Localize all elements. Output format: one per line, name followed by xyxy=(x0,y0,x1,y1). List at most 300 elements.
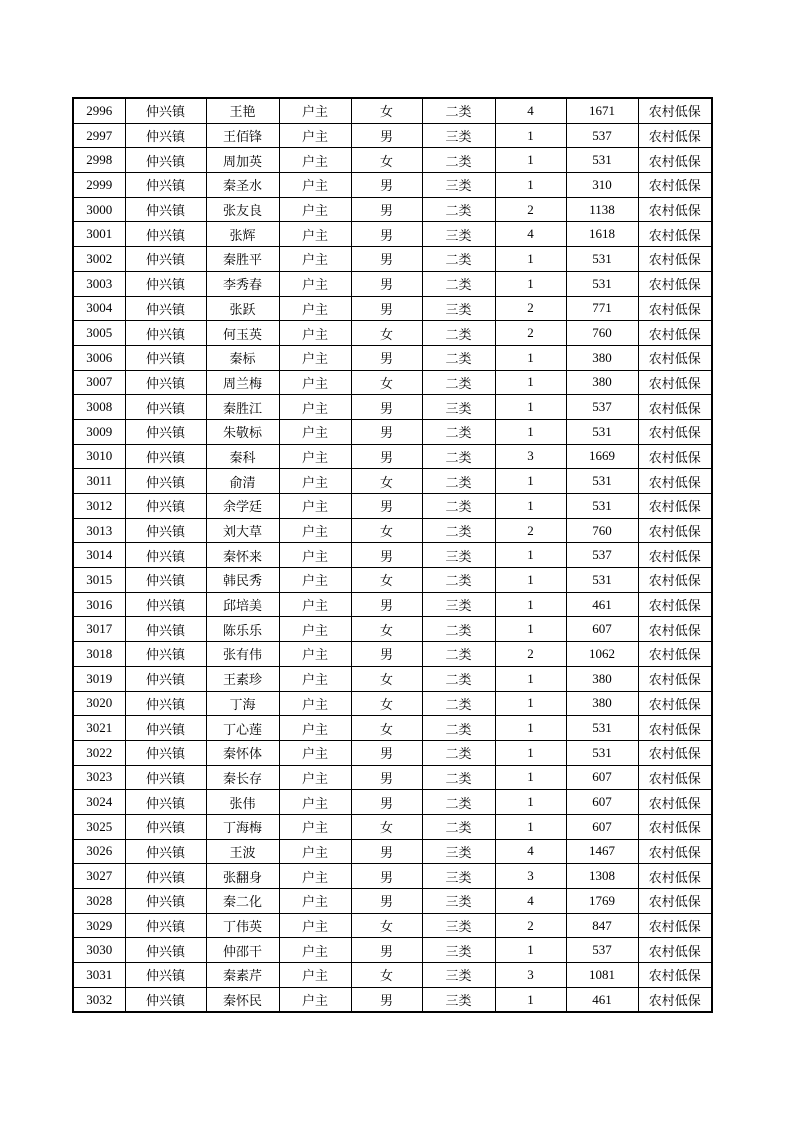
row-number-cell: 3015 xyxy=(73,568,125,593)
category-cell: 二类 xyxy=(422,271,495,296)
name-cell: 张友良 xyxy=(206,197,279,222)
gender-cell: 女 xyxy=(351,666,422,691)
gender-cell: 男 xyxy=(351,247,422,272)
row-number-cell: 3023 xyxy=(73,765,125,790)
amount-cell: 1669 xyxy=(566,444,638,469)
table-row xyxy=(73,197,712,222)
table-row xyxy=(73,321,712,346)
table-row xyxy=(73,148,712,173)
table-row xyxy=(73,518,712,543)
gender-cell: 男 xyxy=(351,642,422,667)
relation-cell: 户主 xyxy=(279,444,351,469)
category-cell: 二类 xyxy=(422,716,495,741)
category-cell: 三类 xyxy=(422,913,495,938)
town-cell: 仲兴镇 xyxy=(125,247,206,272)
category-cell: 三类 xyxy=(422,963,495,988)
row-number-cell: 3013 xyxy=(73,518,125,543)
relation-cell: 户主 xyxy=(279,271,351,296)
program-cell: 农村低保 xyxy=(638,173,712,198)
table-row xyxy=(73,543,712,568)
town-cell: 仲兴镇 xyxy=(125,494,206,519)
name-cell: 丁海梅 xyxy=(206,814,279,839)
household-size-cell: 1 xyxy=(495,617,566,642)
table-row xyxy=(73,617,712,642)
name-cell: 邱培美 xyxy=(206,592,279,617)
program-cell: 农村低保 xyxy=(638,839,712,864)
amount-cell: 531 xyxy=(566,568,638,593)
name-cell: 余学廷 xyxy=(206,494,279,519)
category-cell: 三类 xyxy=(422,987,495,1012)
row-number-cell: 3004 xyxy=(73,296,125,321)
amount-cell: 380 xyxy=(566,691,638,716)
household-size-cell: 3 xyxy=(495,963,566,988)
table-row xyxy=(73,691,712,716)
town-cell: 仲兴镇 xyxy=(125,222,206,247)
name-cell: 王波 xyxy=(206,839,279,864)
gender-cell: 女 xyxy=(351,716,422,741)
amount-cell: 380 xyxy=(566,666,638,691)
household-size-cell: 3 xyxy=(495,864,566,889)
name-cell: 周兰梅 xyxy=(206,370,279,395)
town-cell: 仲兴镇 xyxy=(125,419,206,444)
relation-cell: 户主 xyxy=(279,592,351,617)
relation-cell: 户主 xyxy=(279,197,351,222)
household-size-cell: 1 xyxy=(495,666,566,691)
row-number-cell: 3003 xyxy=(73,271,125,296)
program-cell: 农村低保 xyxy=(638,98,712,123)
category-cell: 二类 xyxy=(422,740,495,765)
household-size-cell: 4 xyxy=(495,839,566,864)
name-cell: 秦科 xyxy=(206,444,279,469)
household-size-cell: 3 xyxy=(495,444,566,469)
program-cell: 农村低保 xyxy=(638,543,712,568)
table-row xyxy=(73,642,712,667)
amount-cell: 531 xyxy=(566,247,638,272)
gender-cell: 男 xyxy=(351,296,422,321)
category-cell: 三类 xyxy=(422,173,495,198)
category-cell: 二类 xyxy=(422,494,495,519)
town-cell: 仲兴镇 xyxy=(125,444,206,469)
table-row xyxy=(73,419,712,444)
program-cell: 农村低保 xyxy=(638,296,712,321)
gender-cell: 女 xyxy=(351,691,422,716)
amount-cell: 1467 xyxy=(566,839,638,864)
table-row xyxy=(73,913,712,938)
program-cell: 农村低保 xyxy=(638,494,712,519)
household-size-cell: 2 xyxy=(495,321,566,346)
program-cell: 农村低保 xyxy=(638,444,712,469)
town-cell: 仲兴镇 xyxy=(125,864,206,889)
relation-cell: 户主 xyxy=(279,419,351,444)
household-size-cell: 1 xyxy=(495,247,566,272)
gender-cell: 男 xyxy=(351,494,422,519)
household-size-cell: 4 xyxy=(495,98,566,123)
relation-cell: 户主 xyxy=(279,913,351,938)
program-cell: 农村低保 xyxy=(638,963,712,988)
town-cell: 仲兴镇 xyxy=(125,518,206,543)
program-cell: 农村低保 xyxy=(638,592,712,617)
row-number-cell: 3022 xyxy=(73,740,125,765)
recipient-table xyxy=(72,97,713,1013)
table-row xyxy=(73,938,712,963)
amount-cell: 537 xyxy=(566,938,638,963)
row-number-cell: 3032 xyxy=(73,987,125,1012)
amount-cell: 771 xyxy=(566,296,638,321)
row-number-cell: 3007 xyxy=(73,370,125,395)
category-cell: 三类 xyxy=(422,222,495,247)
row-number-cell: 2999 xyxy=(73,173,125,198)
category-cell: 三类 xyxy=(422,543,495,568)
town-cell: 仲兴镇 xyxy=(125,321,206,346)
name-cell: 秦怀民 xyxy=(206,987,279,1012)
category-cell: 二类 xyxy=(422,469,495,494)
town-cell: 仲兴镇 xyxy=(125,370,206,395)
table-row xyxy=(73,98,712,123)
relation-cell: 户主 xyxy=(279,987,351,1012)
row-number-cell: 3011 xyxy=(73,469,125,494)
town-cell: 仲兴镇 xyxy=(125,642,206,667)
category-cell: 二类 xyxy=(422,790,495,815)
gender-cell: 男 xyxy=(351,790,422,815)
gender-cell: 女 xyxy=(351,913,422,938)
row-number-cell: 3009 xyxy=(73,419,125,444)
amount-cell: 607 xyxy=(566,790,638,815)
name-cell: 陈乐乐 xyxy=(206,617,279,642)
household-size-cell: 1 xyxy=(495,568,566,593)
program-cell: 农村低保 xyxy=(638,864,712,889)
program-cell: 农村低保 xyxy=(638,617,712,642)
gender-cell: 男 xyxy=(351,345,422,370)
program-cell: 农村低保 xyxy=(638,740,712,765)
program-cell: 农村低保 xyxy=(638,765,712,790)
name-cell: 俞清 xyxy=(206,469,279,494)
category-cell: 二类 xyxy=(422,444,495,469)
town-cell: 仲兴镇 xyxy=(125,765,206,790)
row-number-cell: 3020 xyxy=(73,691,125,716)
table-row xyxy=(73,814,712,839)
program-cell: 农村低保 xyxy=(638,197,712,222)
table-row xyxy=(73,222,712,247)
table-row xyxy=(73,494,712,519)
category-cell: 二类 xyxy=(422,419,495,444)
program-cell: 农村低保 xyxy=(638,642,712,667)
table-row xyxy=(73,765,712,790)
amount-cell: 461 xyxy=(566,987,638,1012)
household-size-cell: 2 xyxy=(495,913,566,938)
gender-cell: 男 xyxy=(351,173,422,198)
row-number-cell: 3006 xyxy=(73,345,125,370)
household-size-cell: 1 xyxy=(495,271,566,296)
row-number-cell: 3021 xyxy=(73,716,125,741)
amount-cell: 537 xyxy=(566,543,638,568)
category-cell: 三类 xyxy=(422,395,495,420)
program-cell: 农村低保 xyxy=(638,271,712,296)
row-number-cell: 3024 xyxy=(73,790,125,815)
relation-cell: 户主 xyxy=(279,321,351,346)
program-cell: 农村低保 xyxy=(638,716,712,741)
amount-cell: 461 xyxy=(566,592,638,617)
town-cell: 仲兴镇 xyxy=(125,98,206,123)
relation-cell: 户主 xyxy=(279,345,351,370)
table-row xyxy=(73,173,712,198)
relation-cell: 户主 xyxy=(279,889,351,914)
program-cell: 农村低保 xyxy=(638,123,712,148)
name-cell: 秦胜平 xyxy=(206,247,279,272)
table-row xyxy=(73,568,712,593)
relation-cell: 户主 xyxy=(279,642,351,667)
amount-cell: 1308 xyxy=(566,864,638,889)
category-cell: 三类 xyxy=(422,839,495,864)
category-cell: 二类 xyxy=(422,247,495,272)
relation-cell: 户主 xyxy=(279,370,351,395)
relation-cell: 户主 xyxy=(279,222,351,247)
relation-cell: 户主 xyxy=(279,691,351,716)
household-size-cell: 2 xyxy=(495,197,566,222)
category-cell: 二类 xyxy=(422,666,495,691)
household-size-cell: 1 xyxy=(495,345,566,370)
household-size-cell: 2 xyxy=(495,642,566,667)
gender-cell: 男 xyxy=(351,864,422,889)
name-cell: 秦怀来 xyxy=(206,543,279,568)
row-number-cell: 3018 xyxy=(73,642,125,667)
category-cell: 二类 xyxy=(422,765,495,790)
amount-cell: 1769 xyxy=(566,889,638,914)
relation-cell: 户主 xyxy=(279,740,351,765)
relation-cell: 户主 xyxy=(279,469,351,494)
amount-cell: 531 xyxy=(566,271,638,296)
row-number-cell: 3000 xyxy=(73,197,125,222)
gender-cell: 女 xyxy=(351,814,422,839)
category-cell: 二类 xyxy=(422,197,495,222)
town-cell: 仲兴镇 xyxy=(125,666,206,691)
relation-cell: 户主 xyxy=(279,617,351,642)
row-number-cell: 3010 xyxy=(73,444,125,469)
program-cell: 农村低保 xyxy=(638,222,712,247)
gender-cell: 男 xyxy=(351,197,422,222)
table-row xyxy=(73,790,712,815)
name-cell: 秦胜江 xyxy=(206,395,279,420)
relation-cell: 户主 xyxy=(279,494,351,519)
name-cell: 丁心莲 xyxy=(206,716,279,741)
gender-cell: 女 xyxy=(351,469,422,494)
town-cell: 仲兴镇 xyxy=(125,197,206,222)
row-number-cell: 3026 xyxy=(73,839,125,864)
category-cell: 三类 xyxy=(422,592,495,617)
relation-cell: 户主 xyxy=(279,790,351,815)
category-cell: 二类 xyxy=(422,345,495,370)
gender-cell: 男 xyxy=(351,765,422,790)
household-size-cell: 1 xyxy=(495,691,566,716)
table-row xyxy=(73,666,712,691)
category-cell: 二类 xyxy=(422,518,495,543)
program-cell: 农村低保 xyxy=(638,370,712,395)
town-cell: 仲兴镇 xyxy=(125,395,206,420)
relation-cell: 户主 xyxy=(279,814,351,839)
program-cell: 农村低保 xyxy=(638,987,712,1012)
amount-cell: 1671 xyxy=(566,98,638,123)
category-cell: 二类 xyxy=(422,617,495,642)
gender-cell: 女 xyxy=(351,148,422,173)
relation-cell: 户主 xyxy=(279,963,351,988)
relation-cell: 户主 xyxy=(279,568,351,593)
table-row xyxy=(73,864,712,889)
relation-cell: 户主 xyxy=(279,173,351,198)
household-size-cell: 1 xyxy=(495,148,566,173)
program-cell: 农村低保 xyxy=(638,889,712,914)
town-cell: 仲兴镇 xyxy=(125,814,206,839)
household-size-cell: 1 xyxy=(495,938,566,963)
relation-cell: 户主 xyxy=(279,518,351,543)
table-row xyxy=(73,740,712,765)
category-cell: 三类 xyxy=(422,296,495,321)
name-cell: 王艳 xyxy=(206,98,279,123)
household-size-cell: 1 xyxy=(495,173,566,198)
gender-cell: 女 xyxy=(351,370,422,395)
program-cell: 农村低保 xyxy=(638,790,712,815)
row-number-cell: 3001 xyxy=(73,222,125,247)
household-size-cell: 1 xyxy=(495,716,566,741)
gender-cell: 男 xyxy=(351,444,422,469)
gender-cell: 男 xyxy=(351,839,422,864)
town-cell: 仲兴镇 xyxy=(125,345,206,370)
table-row xyxy=(73,963,712,988)
amount-cell: 1081 xyxy=(566,963,638,988)
name-cell: 张翻身 xyxy=(206,864,279,889)
town-cell: 仲兴镇 xyxy=(125,617,206,642)
table-row xyxy=(73,123,712,148)
name-cell: 秦长存 xyxy=(206,765,279,790)
table-row xyxy=(73,987,712,1012)
row-number-cell: 3029 xyxy=(73,913,125,938)
category-cell: 二类 xyxy=(422,814,495,839)
relation-cell: 户主 xyxy=(279,148,351,173)
amount-cell: 1062 xyxy=(566,642,638,667)
category-cell: 三类 xyxy=(422,889,495,914)
household-size-cell: 4 xyxy=(495,222,566,247)
town-cell: 仲兴镇 xyxy=(125,790,206,815)
relation-cell: 户主 xyxy=(279,666,351,691)
town-cell: 仲兴镇 xyxy=(125,913,206,938)
table-row xyxy=(73,444,712,469)
gender-cell: 男 xyxy=(351,395,422,420)
town-cell: 仲兴镇 xyxy=(125,296,206,321)
table-row xyxy=(73,271,712,296)
household-size-cell: 2 xyxy=(495,296,566,321)
household-size-cell: 2 xyxy=(495,518,566,543)
program-cell: 农村低保 xyxy=(638,913,712,938)
name-cell: 丁海 xyxy=(206,691,279,716)
name-cell: 仲邵干 xyxy=(206,938,279,963)
gender-cell: 男 xyxy=(351,889,422,914)
relation-cell: 户主 xyxy=(279,543,351,568)
name-cell: 秦怀体 xyxy=(206,740,279,765)
household-size-cell: 1 xyxy=(495,790,566,815)
row-number-cell: 3028 xyxy=(73,889,125,914)
town-cell: 仲兴镇 xyxy=(125,740,206,765)
relation-cell: 户主 xyxy=(279,765,351,790)
household-size-cell: 1 xyxy=(495,987,566,1012)
amount-cell: 537 xyxy=(566,123,638,148)
gender-cell: 男 xyxy=(351,740,422,765)
name-cell: 刘大草 xyxy=(206,518,279,543)
program-cell: 农村低保 xyxy=(638,345,712,370)
gender-cell: 男 xyxy=(351,222,422,247)
table-row xyxy=(73,716,712,741)
town-cell: 仲兴镇 xyxy=(125,987,206,1012)
household-size-cell: 1 xyxy=(495,494,566,519)
gender-cell: 女 xyxy=(351,617,422,642)
table-row xyxy=(73,345,712,370)
amount-cell: 531 xyxy=(566,494,638,519)
household-size-cell: 1 xyxy=(495,469,566,494)
name-cell: 秦二化 xyxy=(206,889,279,914)
program-cell: 农村低保 xyxy=(638,148,712,173)
name-cell: 张有伟 xyxy=(206,642,279,667)
amount-cell: 380 xyxy=(566,345,638,370)
row-number-cell: 3031 xyxy=(73,963,125,988)
program-cell: 农村低保 xyxy=(638,469,712,494)
amount-cell: 1138 xyxy=(566,197,638,222)
gender-cell: 女 xyxy=(351,518,422,543)
table-row xyxy=(73,296,712,321)
name-cell: 周加英 xyxy=(206,148,279,173)
town-cell: 仲兴镇 xyxy=(125,469,206,494)
program-cell: 农村低保 xyxy=(638,247,712,272)
program-cell: 农村低保 xyxy=(638,691,712,716)
relation-cell: 户主 xyxy=(279,395,351,420)
household-size-cell: 1 xyxy=(495,123,566,148)
relation-cell: 户主 xyxy=(279,98,351,123)
gender-cell: 男 xyxy=(351,592,422,617)
category-cell: 二类 xyxy=(422,642,495,667)
row-number-cell: 3002 xyxy=(73,247,125,272)
name-cell: 李秀春 xyxy=(206,271,279,296)
town-cell: 仲兴镇 xyxy=(125,938,206,963)
gender-cell: 男 xyxy=(351,419,422,444)
household-size-cell: 4 xyxy=(495,889,566,914)
household-size-cell: 1 xyxy=(495,740,566,765)
town-cell: 仲兴镇 xyxy=(125,271,206,296)
relation-cell: 户主 xyxy=(279,296,351,321)
gender-cell: 男 xyxy=(351,123,422,148)
row-number-cell: 3017 xyxy=(73,617,125,642)
amount-cell: 531 xyxy=(566,469,638,494)
table-row xyxy=(73,889,712,914)
gender-cell: 男 xyxy=(351,271,422,296)
town-cell: 仲兴镇 xyxy=(125,123,206,148)
program-cell: 农村低保 xyxy=(638,666,712,691)
town-cell: 仲兴镇 xyxy=(125,963,206,988)
row-number-cell: 2996 xyxy=(73,98,125,123)
program-cell: 农村低保 xyxy=(638,814,712,839)
table-row xyxy=(73,469,712,494)
amount-cell: 310 xyxy=(566,173,638,198)
household-size-cell: 1 xyxy=(495,765,566,790)
household-size-cell: 1 xyxy=(495,419,566,444)
program-cell: 农村低保 xyxy=(638,395,712,420)
amount-cell: 531 xyxy=(566,419,638,444)
row-number-cell: 3027 xyxy=(73,864,125,889)
row-number-cell: 2997 xyxy=(73,123,125,148)
amount-cell: 531 xyxy=(566,148,638,173)
amount-cell: 607 xyxy=(566,814,638,839)
name-cell: 王佰锋 xyxy=(206,123,279,148)
table-row xyxy=(73,370,712,395)
name-cell: 张跃 xyxy=(206,296,279,321)
relation-cell: 户主 xyxy=(279,716,351,741)
household-size-cell: 1 xyxy=(495,543,566,568)
gender-cell: 女 xyxy=(351,963,422,988)
